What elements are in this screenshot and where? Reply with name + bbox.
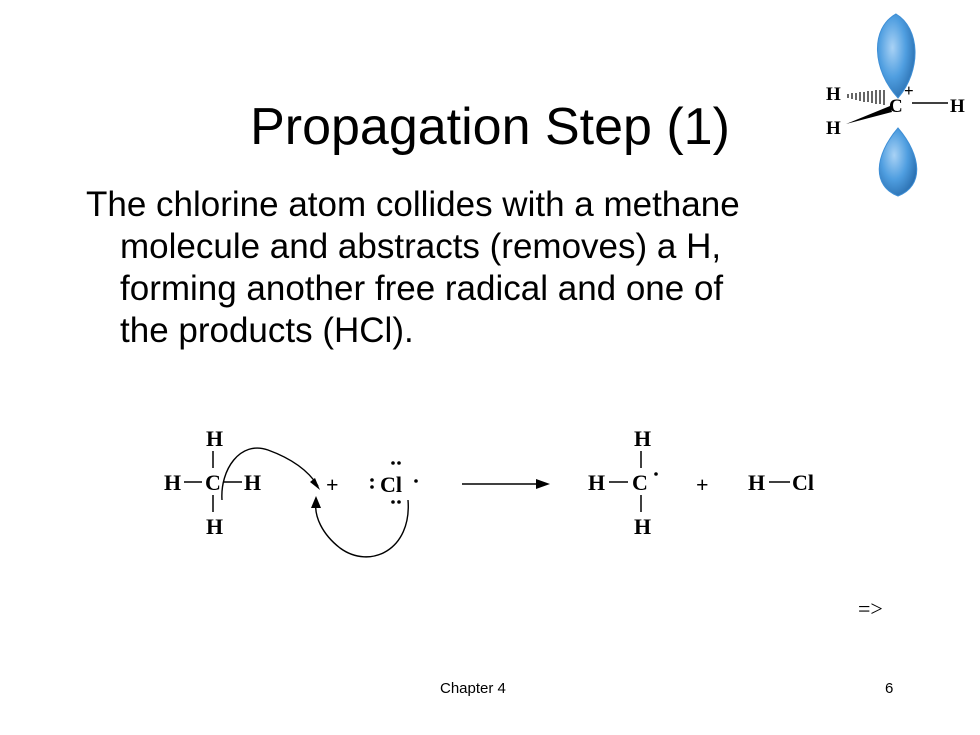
methane-h-bottom: H (206, 514, 224, 539)
methyl-radical (588, 426, 658, 539)
carbocation-h-right: H (950, 96, 965, 117)
hcl-cl: Cl (792, 470, 814, 495)
carbocation-h-upper: H (826, 84, 841, 105)
wedge-bond (846, 106, 892, 124)
curved-arrow-chlorine-head (311, 496, 321, 508)
methane-carbon: C (205, 470, 221, 495)
footer-page-number: 6 (885, 680, 894, 697)
methane-h-right: H (244, 470, 262, 495)
next-slide-indicator: => (858, 596, 883, 621)
methane-h-left: H (164, 470, 182, 495)
body-line-1: The chlorine atom collides with a methane (86, 185, 740, 224)
slide-body (86, 184, 906, 352)
carbocation-orbital-illustration (800, 0, 980, 200)
curved-arrow-chlorine (316, 500, 409, 557)
hcl-h: H (748, 470, 766, 495)
chlorine-symbol: Cl (380, 472, 402, 497)
body-line-4: the products (HCl). (120, 311, 414, 350)
curved-arrow-bond-head (310, 478, 320, 490)
reaction-arrow-head (536, 479, 550, 489)
lower-p-orbital-lobe (879, 128, 917, 196)
plus-1: + (326, 472, 339, 497)
hydrogen-chloride (748, 470, 814, 495)
carbocation-charge: + (904, 81, 914, 100)
chlorine-radical (370, 461, 418, 504)
body-line-3: forming another free radical and one of (120, 269, 724, 308)
reaction-scheme (150, 420, 850, 590)
slide-title: Propagation Step (1) (250, 98, 730, 156)
footer-chapter: Chapter 4 (440, 680, 506, 697)
methane-molecule (164, 426, 261, 539)
plus-2: + (696, 472, 709, 497)
carbocation-carbon: C (889, 96, 903, 117)
curved-arrow-bond (222, 448, 318, 500)
methane-h-top: H (206, 426, 224, 451)
methyl-carbon: C (632, 470, 648, 495)
body-line-2: molecule and abstracts (removes) a H, (120, 227, 722, 266)
carbocation-h-lower: H (826, 118, 841, 139)
methyl-h-top: H (634, 426, 652, 451)
methyl-h-left: H (588, 470, 606, 495)
methyl-h-bottom: H (634, 514, 652, 539)
